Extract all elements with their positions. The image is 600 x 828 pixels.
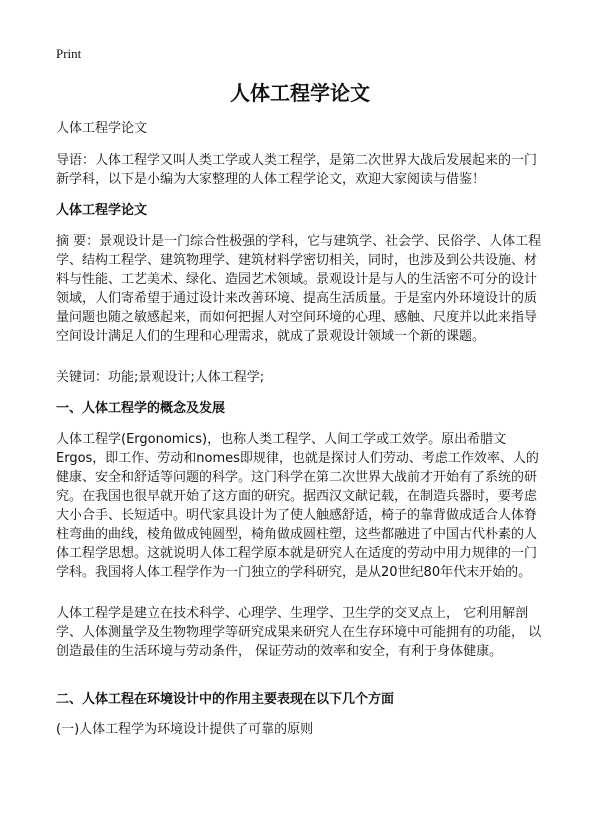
section1-heading: 一、人体工程学的概念及发展: [56, 401, 226, 416]
section1-paragraph-1: 人体工程学(Ergonomics)，也称人类工程学、人间工学或工效学。原出希腊文Ergos，即工作、劳动和nomes即规律，也就是探讨人们劳动、考虑工作效率、人的健康、安全和舒适等问题的科学。这门科学在第二次世界大战前才开始有了系统的研究。在我国也很早就开始了这方面的研究。据西汉文献记载，在制造兵器时，要考虑大小合手、长短适中。明代家具设计为了使人触感舒适，椅子的靠背做成适合人体脊柱弯曲的曲线，棱角做成钝圆型，椅角做成圆柱塑，这些都融进了中国古代朴素的人体工程学思想。这就说明人体工程学原本就是研究人在适度的劳动中用力规律的一门学科。我国将人体工程学作为一门独立的学科研究，是从20世纪80年代末开始的。: [56, 432, 539, 580]
print-label: Print: [56, 46, 82, 61]
section1-paragraph-2: 人体工程学是建立在技术科学、心理学、生理学、卫生学的交叉点上， 它利用解剖学、人体测量学及生物物理学等研究成果来研究人在生存环境中可能拥有的功能， 以创造最佳的生活环境与劳动条件， 保证劳动的效率和安全，有利于身体健康。: [56, 606, 542, 659]
section2-heading: 二、人体工程在环境设计中的作用主要表现在以下几个方面: [56, 692, 395, 707]
section2-item-1: (一)人体工程学为环境设计提供了可靠的原则: [56, 722, 314, 737]
abstract-paragraph: 摘 要：景观设计是一门综合性极强的学科，它与建筑学、社会学、民俗学、人体工程学、结构工程学、建筑物理学、建筑材料学密切相关，同时，也涉及到公共设施、材料与性能、工艺美术、绿化、造园艺术领域。景观设计是与人的生活密不可分的设计领域，人们寄希望于通过设计来改善环境、提高生活质量。于是室内外环境设计的质量问题也随之敏感起来，而如何把握人对空间环境的心理、感触、尺度并以此来指导空间设计满足人们的生理和心理需求，就成了景观设计领域一个新的课题。: [56, 234, 542, 344]
page-title: 人体工程学论文: [230, 81, 370, 105]
intro-paragraph: 导语：人体工程学又叫人类工学或人类工程学，是第二次世界大战后发展起来的一门新学科，以下是小编为大家整理的人体工程学论文，欢迎大家阅读与借鉴！: [56, 153, 538, 187]
paper-heading: 人体工程学论文: [56, 203, 148, 218]
subtitle: 人体工程学论文: [56, 121, 148, 136]
keywords-line: 关键词：功能;景观设计;人体工程学;: [56, 370, 265, 385]
